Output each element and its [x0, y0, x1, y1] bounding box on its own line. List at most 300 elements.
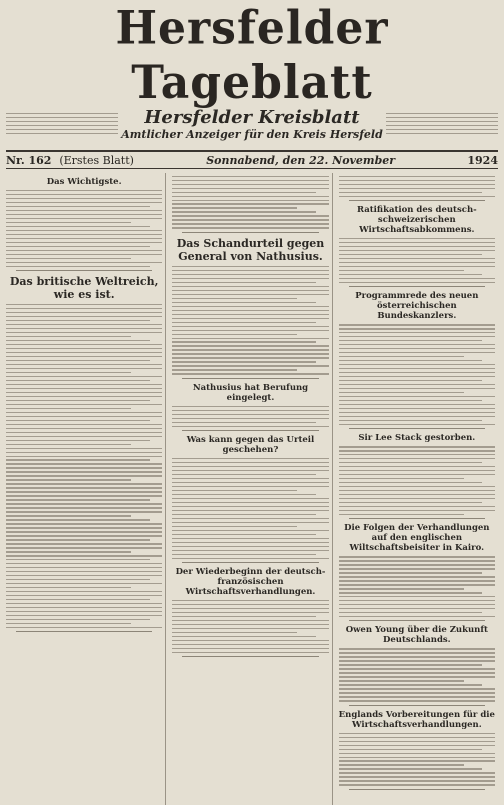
article-divider	[182, 378, 318, 379]
text-line	[339, 420, 483, 421]
article-headline: Das Schandurteil gegen General von Nathusius.	[176, 236, 325, 263]
text-line	[6, 615, 162, 616]
text-line	[6, 599, 150, 600]
text-line	[339, 274, 483, 275]
text-line	[339, 466, 495, 467]
text-line	[339, 242, 495, 243]
text-line	[172, 318, 328, 319]
text-line	[172, 470, 328, 471]
text-line	[172, 612, 328, 613]
text-line	[339, 282, 495, 283]
text-line	[6, 206, 150, 207]
text-line	[172, 274, 328, 275]
text-line	[6, 559, 150, 560]
text-line	[6, 444, 131, 445]
masthead-subtitle: Hersfelder Kreisblatt	[144, 107, 360, 128]
text-line	[172, 418, 328, 419]
text-line	[339, 188, 495, 189]
text-line	[6, 254, 162, 255]
article-divider	[349, 428, 485, 429]
text-line	[386, 133, 498, 134]
text-line	[6, 133, 118, 134]
text-line	[6, 396, 162, 397]
text-line	[386, 117, 498, 118]
text-line	[6, 579, 150, 580]
text-line	[6, 591, 162, 592]
text-line	[339, 392, 464, 393]
text-line	[172, 534, 316, 535]
text-line	[172, 365, 328, 366]
text-line	[6, 400, 150, 401]
column-1	[6, 173, 166, 805]
text-line	[339, 238, 495, 239]
article	[172, 237, 328, 379]
text-line	[172, 373, 328, 374]
text-line	[339, 376, 495, 377]
text-line	[172, 203, 328, 204]
text-line	[172, 466, 328, 467]
text-line	[339, 600, 495, 601]
text-line	[172, 270, 328, 271]
text-line	[172, 502, 328, 503]
text-line	[339, 486, 495, 487]
text-line	[339, 344, 495, 345]
text-line	[339, 745, 495, 746]
article-divider	[349, 286, 485, 287]
text-line	[6, 117, 118, 118]
text-line	[172, 632, 297, 633]
article-divider	[182, 430, 318, 431]
text-line	[172, 482, 328, 483]
text-line	[172, 652, 328, 653]
issue-date: Sonnabend, den 22. November	[206, 153, 396, 167]
text-line	[172, 628, 328, 629]
text-line	[172, 624, 328, 625]
text-line	[339, 246, 495, 247]
text-line	[172, 184, 328, 185]
text-line	[339, 372, 495, 373]
text-line	[6, 258, 131, 259]
text-line	[172, 357, 328, 358]
article	[339, 176, 495, 201]
text-line	[6, 266, 150, 267]
text-line	[172, 494, 316, 495]
text-line	[339, 668, 495, 669]
text-line	[172, 422, 316, 423]
text-line	[172, 306, 328, 307]
text-line	[6, 440, 150, 441]
text-line	[6, 471, 162, 472]
text-line	[339, 364, 495, 365]
article-body	[172, 600, 328, 653]
text-line	[339, 560, 495, 561]
article-headline: Ratifikation des deutsch-schweizerischen Wirtschaftsabkommens.	[356, 204, 477, 235]
text-line	[339, 576, 495, 577]
text-line	[386, 121, 498, 122]
text-line	[339, 514, 464, 515]
text-line	[339, 616, 495, 617]
text-line	[6, 448, 162, 449]
text-line	[339, 408, 495, 409]
text-line	[6, 262, 162, 263]
text-line	[6, 611, 162, 612]
text-line	[6, 320, 150, 321]
column-3	[339, 173, 498, 805]
article-body	[172, 458, 328, 559]
text-line	[339, 506, 495, 507]
text-line	[339, 753, 495, 754]
text-line	[339, 184, 495, 185]
text-line	[339, 470, 495, 471]
text-line	[6, 238, 162, 239]
article-body	[339, 324, 495, 425]
text-line	[6, 583, 162, 584]
article	[172, 383, 328, 431]
text-line	[172, 196, 328, 197]
text-line	[339, 584, 495, 585]
text-line	[6, 328, 162, 329]
text-line	[172, 550, 328, 551]
text-line	[6, 587, 131, 588]
text-line	[6, 324, 162, 325]
article-body	[339, 733, 495, 786]
text-line	[6, 523, 162, 524]
article-body	[172, 176, 328, 229]
text-line	[339, 604, 495, 605]
text-line	[172, 192, 316, 193]
text-line	[172, 530, 328, 531]
text-line	[172, 176, 328, 177]
text-line	[6, 547, 162, 548]
text-line	[172, 298, 297, 299]
masthead-subrow	[6, 108, 498, 148]
text-line	[6, 575, 162, 576]
text-line	[339, 700, 495, 701]
text-line	[339, 454, 495, 455]
text-line	[386, 125, 498, 126]
article-divider	[349, 620, 485, 621]
text-line	[6, 404, 162, 405]
text-line	[172, 600, 328, 601]
text-line	[339, 474, 495, 475]
text-line	[339, 737, 495, 738]
text-line	[339, 749, 483, 750]
text-line	[6, 487, 162, 488]
text-line	[6, 436, 162, 437]
text-line	[6, 194, 162, 195]
text-line	[6, 459, 150, 460]
text-line	[172, 406, 328, 407]
text-line	[339, 336, 495, 337]
text-line	[6, 479, 131, 480]
text-line	[386, 113, 498, 114]
text-line	[6, 344, 162, 345]
text-line	[339, 510, 495, 511]
text-line	[339, 278, 495, 279]
text-line	[172, 510, 328, 511]
text-line	[6, 230, 162, 231]
publisher-info-box	[386, 110, 498, 144]
text-line	[172, 546, 328, 547]
text-line	[6, 535, 162, 536]
text-line	[6, 214, 162, 215]
text-line	[172, 353, 328, 354]
text-line	[172, 341, 316, 342]
text-line	[339, 656, 495, 657]
text-line	[172, 636, 316, 637]
text-line	[172, 314, 328, 315]
text-line	[6, 416, 162, 417]
text-line	[339, 380, 483, 381]
text-line	[172, 506, 328, 507]
text-line	[6, 222, 131, 223]
article-divider	[182, 232, 318, 233]
article	[339, 625, 495, 705]
article-divider	[182, 656, 318, 657]
text-line	[339, 424, 495, 425]
text-line	[6, 424, 162, 425]
text-line	[6, 308, 162, 309]
article-body	[339, 238, 495, 283]
text-line	[339, 596, 495, 597]
text-line	[172, 290, 328, 291]
text-line	[339, 458, 495, 459]
issue-number	[6, 154, 134, 167]
text-line	[6, 113, 118, 114]
text-line	[339, 556, 495, 557]
article-headline: Was kann gegen das Urteil geschehen?	[186, 435, 315, 456]
text-line	[339, 250, 495, 251]
text-line	[172, 648, 328, 649]
text-line	[172, 223, 328, 224]
text-line	[6, 563, 162, 564]
article-body	[172, 266, 328, 375]
article-body	[339, 648, 495, 701]
article-headline: Das Wichtigste.	[46, 177, 122, 187]
text-line	[172, 640, 328, 641]
text-line	[339, 757, 495, 758]
text-line	[172, 215, 328, 216]
text-line	[172, 458, 328, 459]
article-body	[6, 304, 162, 628]
text-line	[6, 372, 131, 373]
text-line	[339, 180, 495, 181]
text-line	[172, 345, 328, 346]
text-line	[339, 270, 464, 271]
text-line	[339, 176, 495, 177]
text-line	[6, 340, 150, 341]
text-line	[339, 348, 495, 349]
article-divider	[349, 200, 485, 201]
text-line	[6, 190, 162, 191]
text-line	[172, 349, 328, 350]
text-line	[339, 664, 483, 665]
article	[339, 523, 495, 621]
text-line	[339, 400, 483, 401]
text-line	[339, 258, 495, 259]
text-line	[339, 648, 495, 649]
article-columns	[6, 173, 498, 805]
text-line	[6, 463, 162, 464]
article-headline: Englands Vorbereitungen für die Wirtschaftsverhandlungen.	[338, 709, 495, 730]
text-line	[172, 200, 328, 201]
text-line	[6, 408, 131, 409]
article-divider	[349, 789, 485, 790]
text-line	[339, 388, 495, 389]
text-line	[339, 462, 483, 463]
text-line	[172, 542, 328, 543]
text-line	[339, 680, 464, 681]
text-line	[6, 491, 162, 492]
text-line	[6, 246, 150, 247]
text-line	[6, 623, 131, 624]
masthead-title: Hersfelder Tageblatt	[115, 1, 389, 110]
text-line	[339, 356, 464, 357]
article	[6, 177, 162, 271]
text-line	[339, 416, 495, 417]
article-headline: Die Folgen der Verhandlungen auf den englischen Wiltschaftsbeisiter in Kairo.	[344, 523, 490, 554]
text-line	[6, 539, 150, 540]
text-line	[339, 784, 495, 785]
text-line	[339, 733, 495, 734]
text-line	[339, 332, 495, 333]
text-line	[339, 384, 495, 385]
text-line	[172, 490, 297, 491]
text-line	[172, 538, 328, 539]
column-2	[172, 173, 332, 805]
article-headline: Nathusius hat Berufung eingelegt.	[192, 382, 309, 403]
text-line	[6, 125, 118, 126]
text-line	[6, 392, 162, 393]
text-line	[339, 564, 495, 565]
text-line	[172, 207, 297, 208]
text-line	[172, 478, 328, 479]
text-line	[172, 604, 328, 605]
text-line	[6, 475, 162, 476]
text-line	[6, 627, 162, 628]
text-line	[172, 410, 328, 411]
article	[339, 205, 495, 287]
text-line	[6, 364, 162, 365]
text-line	[172, 180, 328, 181]
text-line	[172, 227, 328, 228]
text-line	[339, 568, 495, 569]
article-divider	[16, 270, 152, 271]
issue-label: Nr. 162	[6, 153, 52, 167]
article-divider	[16, 631, 152, 632]
text-line	[6, 595, 162, 596]
text-line	[6, 543, 162, 544]
text-line	[6, 121, 118, 122]
text-line	[6, 234, 162, 235]
text-line	[172, 616, 316, 617]
text-line	[172, 334, 297, 335]
text-line	[339, 608, 495, 609]
text-line	[339, 580, 495, 581]
text-line	[339, 692, 495, 693]
text-line	[172, 310, 328, 311]
text-line	[339, 328, 495, 329]
text-line	[172, 286, 328, 287]
article	[172, 176, 328, 233]
article-headline: Der Wiederbeginn der deutsch-französischen Wirtschaftsverhandlungen.	[175, 567, 326, 598]
article	[6, 275, 162, 632]
dateline	[6, 150, 498, 169]
text-line	[339, 502, 483, 503]
issue-year: 1924	[467, 153, 498, 167]
text-line	[172, 486, 328, 487]
text-line	[339, 192, 483, 193]
text-line	[172, 414, 328, 415]
text-line	[6, 348, 162, 349]
text-line	[6, 555, 162, 556]
article-divider	[182, 562, 318, 563]
text-line	[6, 567, 162, 568]
text-line	[339, 660, 495, 661]
text-line	[339, 780, 495, 781]
text-line	[172, 518, 328, 519]
text-line	[6, 607, 162, 608]
text-line	[339, 412, 495, 413]
text-line	[339, 254, 483, 255]
text-line	[172, 302, 316, 303]
text-line	[6, 376, 162, 377]
text-line	[339, 368, 495, 369]
text-line	[6, 527, 162, 528]
article-body	[339, 556, 495, 617]
text-line	[6, 495, 162, 496]
text-line	[339, 498, 495, 499]
text-line	[6, 356, 162, 357]
article	[339, 291, 495, 429]
text-line	[339, 772, 495, 773]
text-line	[172, 326, 328, 327]
text-line	[6, 250, 162, 251]
text-line	[6, 571, 162, 572]
text-line	[339, 741, 495, 742]
text-line	[172, 474, 316, 475]
text-line	[172, 498, 328, 499]
text-line	[339, 588, 464, 589]
text-line	[6, 503, 162, 504]
text-line	[339, 776, 495, 777]
article	[339, 433, 495, 519]
text-line	[6, 619, 150, 620]
text-line	[339, 352, 495, 353]
text-line	[172, 219, 328, 220]
text-line	[172, 294, 328, 295]
text-line	[172, 266, 328, 267]
text-line	[6, 432, 162, 433]
text-line	[6, 332, 162, 333]
article-headline: Das britische Weltreich, wie es ist.	[9, 275, 159, 302]
text-line	[339, 676, 495, 677]
text-line	[6, 420, 150, 421]
text-line	[339, 446, 495, 447]
text-line	[172, 526, 297, 527]
text-line	[6, 499, 150, 500]
text-line	[172, 554, 316, 555]
text-line	[172, 188, 328, 189]
text-line	[172, 426, 328, 427]
text-line	[6, 129, 118, 130]
text-line	[339, 592, 483, 593]
text-line	[6, 312, 162, 313]
text-line	[6, 519, 150, 520]
text-line	[339, 672, 495, 673]
article-body	[339, 176, 495, 197]
article-headline: Programmrede des neuen österreichischen Bundeskanzlers.	[355, 291, 479, 322]
